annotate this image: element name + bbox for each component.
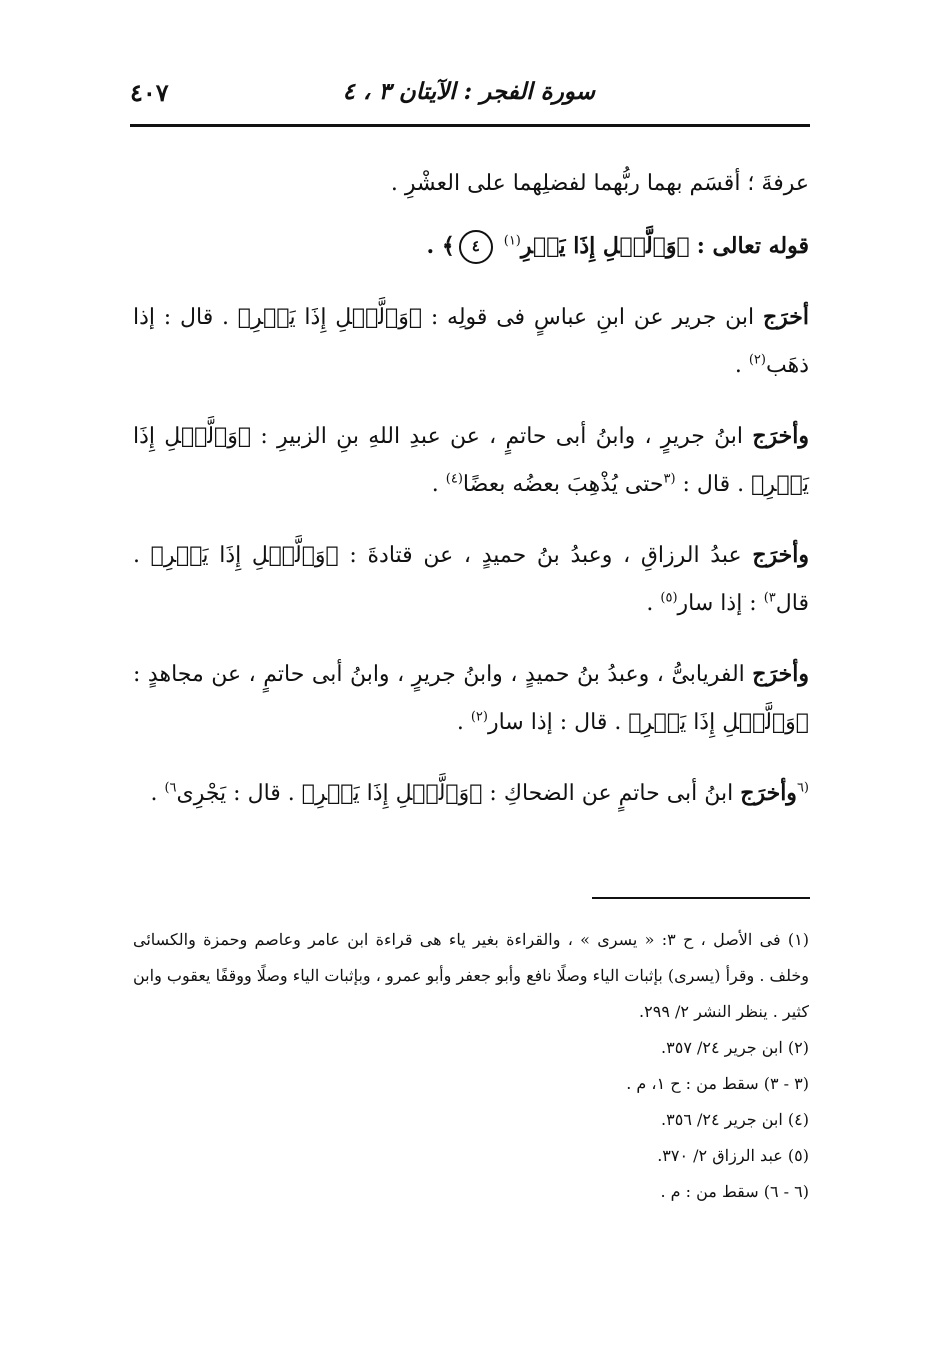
- paragraph-3-end: .: [431, 472, 439, 497]
- paragraph-4: [133, 531, 809, 628]
- paragraph-6-footnote-ref-close: ٦): [164, 780, 177, 796]
- paragraph-0: [133, 160, 809, 208]
- header-title: سورة الفجر : الآيتان ٣ ، ٤: [342, 78, 595, 105]
- header-rule: [130, 124, 810, 127]
- paragraph-0-text: عرفةَ ؛ أقسَم بهما ربُّهما لفضلِهما على العشْرِ .: [390, 171, 809, 196]
- footnote-5: (٥) عبد الرزاق ٢/ ٣٧٠.: [657, 1146, 809, 1165]
- page-number: ٤٠٧: [130, 78, 169, 107]
- paragraph-6-footnote-ref-open: (٦: [796, 780, 809, 796]
- paragraph-6-text: ابنُ أبى حاتمٍ عن الضحاكِ : ﴿وَٱلَّيۡلِ إِذَا يَسۡرِ﴾ . قال : يَجْرِى: [176, 781, 734, 806]
- footnote-4: (٤) ابن جرير ٢٤/ ٣٥٦.: [661, 1110, 809, 1129]
- paragraph-3-footnote-ref-open: (٣: [663, 471, 676, 487]
- footnote-2: (٢) ابن جرير ٢٤/ ٣٥٧.: [661, 1038, 809, 1057]
- main-text: [133, 160, 809, 840]
- paragraph-4-footnote-ref-close: ٣): [763, 590, 776, 606]
- paragraph-3-text: ابنُ جريرٍ ، وابنُ أبى حاتمٍ ، عن عبدِ اللهِ بنِ الزبيرِ : ﴿وَٱلَّيۡلِ إِذَا يَسۡرِ﴾ . قال :: [133, 424, 809, 497]
- footnote-1: (١) فى الأصل ، ح ٣: « يسرى » ، والقراءة بغير ياء هى قراءة ابن عامر وعاصم وحمزة والكسائى وخلف . وقرأ (يسرى) بإثبات الياء وصلًا نافع وأبو جعفر وأبو عمرو ، وبإثبات الياء وصلًا ووقفًا يعقوب وابن كثير . ينظر النشر ٢/ ٢٩٩.: [133, 930, 810, 1021]
- paragraph-1-lead: قوله تعالى :: [696, 233, 809, 259]
- paragraph-2-footnote-ref: (٢): [748, 352, 766, 368]
- paragraph-6-end: .: [150, 781, 158, 806]
- footnote-rule: [592, 897, 810, 899]
- paragraph-4-lead: وأخرَج: [752, 542, 809, 568]
- paragraph-2: [133, 293, 809, 390]
- paragraph-1: [133, 222, 809, 271]
- paragraph-3-lead: وأخرَج: [752, 423, 809, 449]
- paragraph-5-end: .: [456, 710, 464, 735]
- paragraph-5-text: الفريابىُّ ، وعبدُ بنُ حميدٍ ، وابنُ جريرٍ ، وابنُ أبى حاتمٍ ، عن مجاهدٍ : ﴿وَٱلَّيۡلِ إِذَا يَسۡرِ﴾ . قال : إذا سار: [133, 662, 809, 735]
- paragraph-1-ayah: ﴿وَٱلَّيۡلِ إِذَا يَسۡرِ: [520, 233, 690, 259]
- paragraph-5-footnote-ref: (٢): [470, 709, 488, 725]
- paragraph-2-lead: أخرَج: [762, 304, 810, 330]
- footnotes: [133, 922, 809, 1210]
- paragraph-4-end: .: [646, 591, 654, 616]
- running-header: [130, 78, 810, 118]
- paragraph-5-lead: وأخرَج: [752, 661, 809, 687]
- paragraph-3-quote: حتى يُذْهِبَ بعضُه بعضًا: [462, 472, 664, 497]
- paragraph-1-close: ﴾ .: [426, 233, 455, 259]
- paragraph-6-lead: وأخرَج: [740, 780, 797, 806]
- verse-number-marker: ٤: [459, 230, 493, 264]
- footnote-6: (٦ - ٦) سقط من : م .: [660, 1182, 809, 1201]
- paragraph-4-footnote-ref: (٥): [660, 590, 678, 606]
- paragraph-6: [133, 769, 809, 818]
- paragraph-3: [133, 412, 809, 509]
- paragraph-2-end: .: [734, 353, 742, 378]
- paragraph-4-quote: : إذا سار: [677, 591, 757, 616]
- paragraph-3-footnote-ref: (٤): [445, 471, 463, 487]
- paragraph-2-text: ابن جرير عن ابنِ عباسٍ فى قولِه : ﴿وَٱلَّيۡلِ إِذَا يَسۡرِ﴾ . قال : إذا ذهَب: [133, 305, 809, 378]
- paragraph-4-text: عبدُ الرزاقِ ، وعبدُ بنُ حميدٍ ، عن قتادةَ : ﴿وَٱلَّيۡلِ إِذَا يَسۡرِ﴾ . قال: [133, 543, 809, 616]
- paragraph-5: [133, 650, 809, 747]
- paragraph-1-footnote-ref: (١): [503, 233, 521, 249]
- footnote-3: (٣ - ٣) سقط من : ح ١، م .: [626, 1074, 809, 1093]
